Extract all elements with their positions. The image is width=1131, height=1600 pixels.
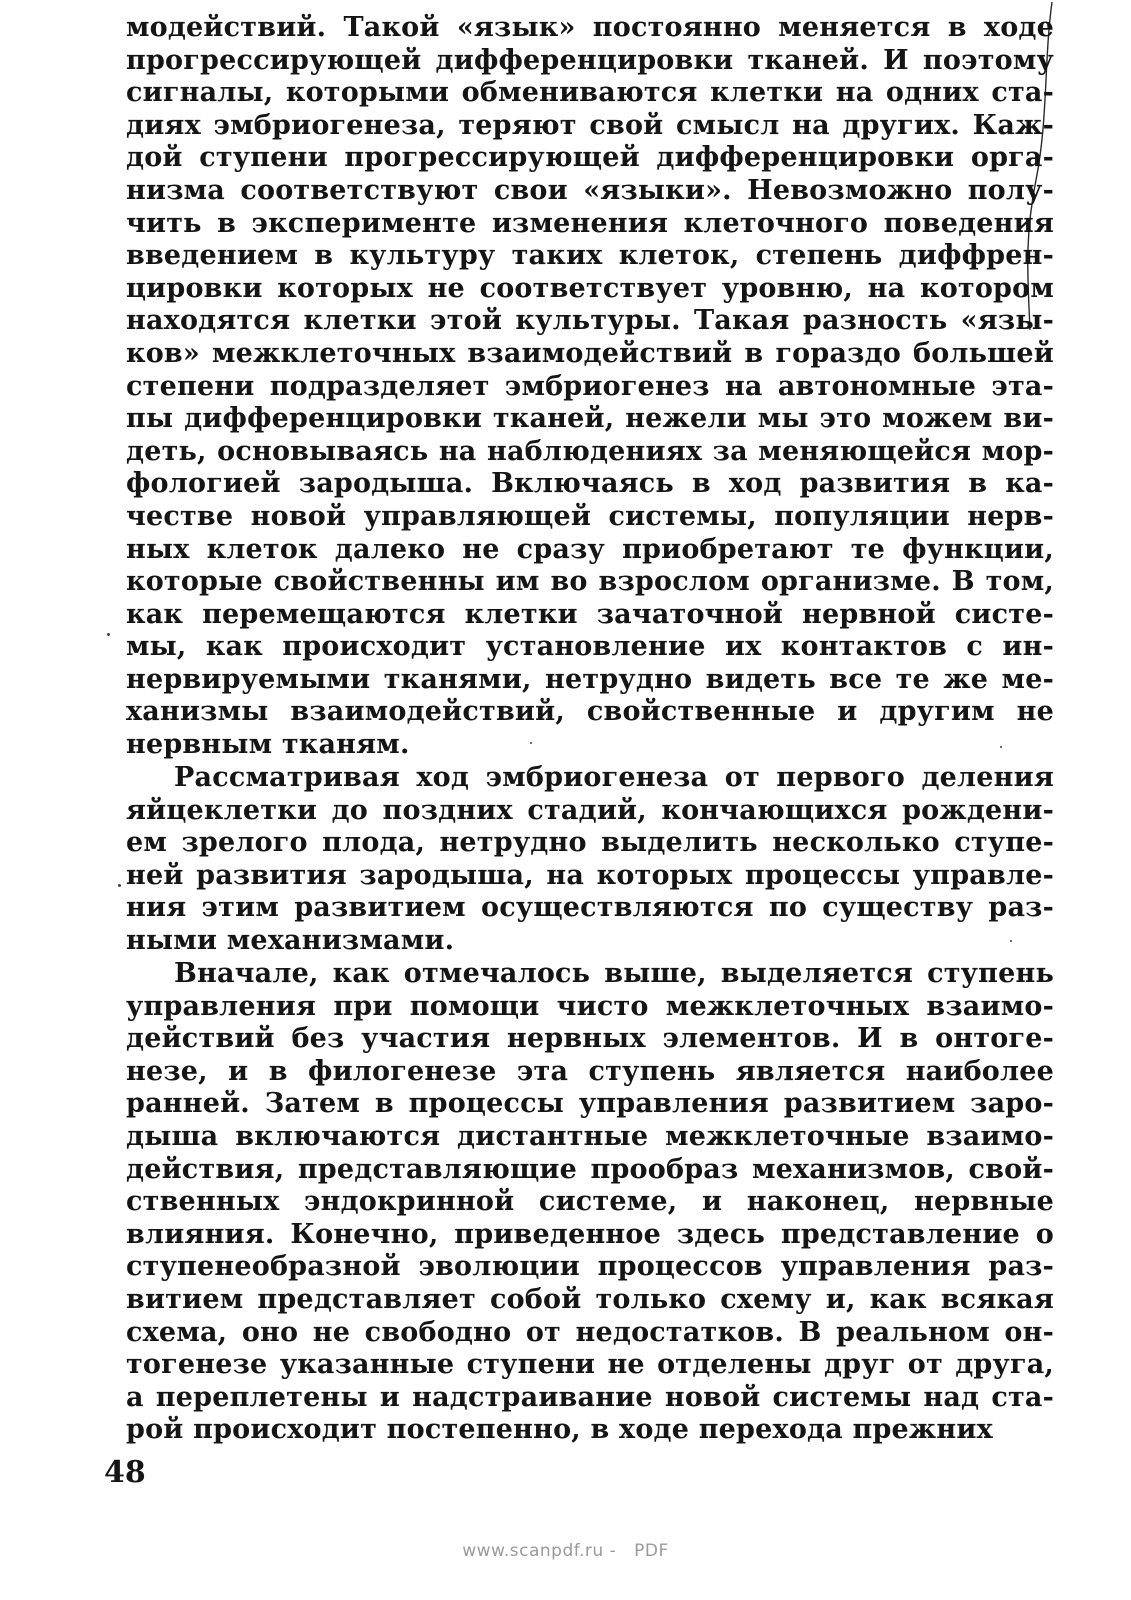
text-line: дыша включаются дистантные межклеточные взаимо- (126, 1120, 1054, 1152)
paragraph-control-levels (126, 958, 1054, 1447)
text-line: рой происходит постепенно, в ходе перехода прежних (126, 1414, 993, 1446)
text-line: которые свойственны им во взрослом организме. В том, (126, 566, 1054, 598)
text-line: честве новой управляющей системы, популяции нерв- (126, 500, 1054, 532)
text-line: нервным тканям. (126, 729, 410, 761)
text-line: Вначале, как отмечалось выше, выделяется ступень (174, 958, 1054, 989)
text-line: ков» межклеточных взаимодействий в гораздо большей (126, 337, 1054, 369)
text-line: ственных эндокринной системе, и наконец, нервные (126, 1186, 1054, 1218)
text-line: ными механизмами. (126, 924, 455, 956)
text-line: действия, представляющие прообраз механизмов, свой- (126, 1153, 1054, 1185)
text-line: схема, оно не свободно от недостатков. В реальном он- (126, 1316, 1054, 1348)
text-line: как перемещаются клетки зачаточной нервной систе- (126, 598, 1054, 630)
text-line: витием представляет собой только схему и, как всякая (126, 1283, 1054, 1315)
text-line: ней развития зародыша, на которых процессы управле- (126, 859, 1054, 891)
footer-label: PDF (634, 1541, 669, 1561)
text-line: ранней. Затем в процессы управления развитием заро- (126, 1088, 1054, 1120)
text-line: ния этим развитием осуществляются по существу раз- (126, 892, 1054, 924)
scan-speck (1010, 940, 1012, 942)
text-line: цировки которых не соответствует уровню, на котором (126, 272, 1054, 304)
scan-speck (118, 884, 121, 887)
text-line: действий без участия нервных элементов. И в онтоге- (126, 1023, 1054, 1055)
text-line: степени подразделяет эмбриогенез на автономные эта- (126, 370, 1054, 402)
text-line: сигналы, которыми обмениваются клетки на одних ста- (126, 77, 1054, 109)
text-line: яйцеклетки до поздних стадий, кончающихся рождени- (126, 794, 1054, 826)
text-line: фологией зародыша. Включаясь в ход развития в ка- (126, 468, 1054, 500)
text-line: деть, основываясь на наблюдениях за меняющейся мор- (126, 435, 1054, 467)
text-line: ем зрелого плода, нетрудно выделить несколько ступе- (126, 827, 1054, 859)
scan-speck (107, 633, 110, 636)
text-line: тогенезе указанные ступени не отделены друг от друга, (126, 1349, 1054, 1381)
text-line: прогрессирующей дифференцировки тканей. И поэтому (126, 44, 1054, 76)
text-line: а переплетены и надстраивание новой системы над ста- (126, 1381, 1054, 1413)
text-line: пы дифференцировки тканей, нежели мы это можем ви- (126, 403, 1054, 435)
scan-speck (530, 742, 532, 744)
text-line: введением в культуру таких клеток, степень диффрен- (126, 240, 1054, 272)
text-line: чить в эксперименте изменения клеточного поведения (126, 207, 1054, 239)
text-line: ступенеобразной эволюции процессов управления раз- (126, 1251, 1054, 1283)
text-line: дой ступени прогрессирующей дифференцировки орга- (126, 142, 1054, 174)
text-line: диях эмбриогенеза, теряют свой смысл на других. Каж- (126, 109, 1054, 141)
text-line: ханизмы взаимодействий, свойственные и другим не (126, 696, 1054, 728)
scan-speck (1000, 746, 1002, 748)
text-line: нервируемыми тканями, нетрудно видеть все те же ме- (126, 663, 1054, 695)
scan-footer (0, 1541, 1131, 1561)
text-line: низма соответствуют свои «языки». Невозможно полу- (126, 174, 1054, 206)
text-line: влияния. Конечно, приведенное здесь представление о (126, 1218, 1054, 1250)
text-line: Рассматривая ход эмбриогенеза от первого деления (174, 762, 1054, 793)
text-line: ных клеток далеко не сразу приобретают те функции, (126, 533, 1054, 565)
text-line: модействий. Такой «язык» постоянно меняется в ходе (126, 12, 1054, 43)
text-line: мы, как происходит установление их контактов с ин- (126, 631, 1054, 663)
paragraph-continued (126, 12, 1054, 762)
footer-site: www.scanpdf.ru - (462, 1541, 617, 1561)
text-line: незе, и в филогенезе эта ступень является наиболее (126, 1055, 1054, 1087)
text-line: находятся клетки этой культуры. Такая разность «язы- (126, 305, 1054, 337)
paragraph-embryogenesis-stages (126, 762, 1054, 958)
page-number: 48 (104, 1455, 146, 1490)
text-line: управления при помощи чисто межклеточных взаимо- (126, 990, 1054, 1022)
